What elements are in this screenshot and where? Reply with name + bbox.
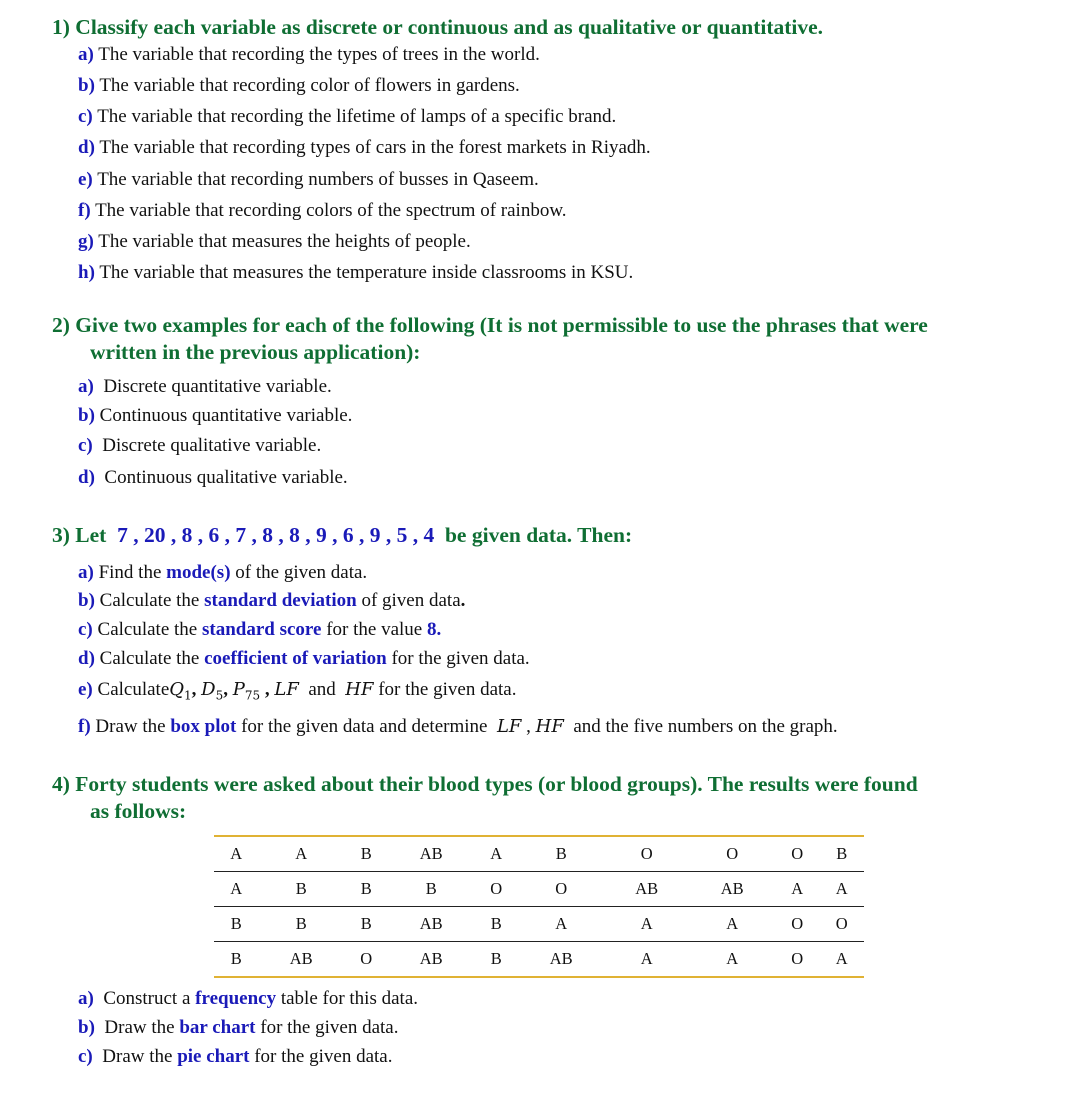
q3-item-f: f) Draw the box plot for the given data and determine LF , HF and the five numbers on the graph. <box>78 716 838 737</box>
table-row: B AB O AB B AB A A O A <box>214 942 864 978</box>
q1-item-b: b) The variable that recording color of flowers in gardens. <box>78 75 520 96</box>
q1-item-d: d) The variable that recording types of cars in the forest markets in Riyadh. <box>78 137 651 158</box>
question-1-title: Classify each variable as discrete or continuous and as qualitative or quantitative. <box>75 15 824 39</box>
question-3-heading: 3) Let 7 , 20 , 8 , 6 , 7 , 8 , 8 , 9 , 6 , 9 , 5 , 4 be given data. Then: <box>52 523 633 547</box>
question-2-title-line2: written in the previous application): <box>90 340 421 364</box>
question-2-title-line1: 2) Give two examples for each of the following (It is not permissible to use the phrases that were <box>52 313 928 337</box>
q2-item-b: b) Continuous quantitative variable. <box>78 405 353 426</box>
table-row: A A B AB A B O O O B <box>214 836 864 872</box>
question-1-number: 1) <box>52 15 70 39</box>
q3-item-a: a) Find the mode(s) of the given data. <box>78 562 368 583</box>
table-row: B B B AB B A A A O O <box>214 907 864 942</box>
q4-item-c: c) Draw the pie chart for the given data. <box>78 1046 393 1067</box>
question-4-title-line1: 4) Forty students were asked about their blood types (or blood groups). The results were found <box>52 772 918 796</box>
question-2-heading <box>52 312 1042 366</box>
q3-item-b: b) Calculate the standard deviation of given data. <box>78 590 466 611</box>
q2-item-d: d) Continuous qualitative variable. <box>78 467 348 488</box>
question-4-title-line2: as follows: <box>90 799 187 823</box>
q1-item-f: f) The variable that recording colors of the spectrum of rainbow. <box>78 200 567 221</box>
d5-symbol: $D_5$ <box>201 679 224 703</box>
question-4-heading <box>52 771 1042 825</box>
q1-symbol: $Q_1$ <box>169 679 192 703</box>
q1-item-a: a) The variable that recording the types of trees in the world. <box>78 44 540 65</box>
table-row: A B B B O O AB AB A A <box>214 872 864 907</box>
q4-item-b: b) Draw the bar chart for the given data. <box>78 1017 399 1038</box>
question-1-heading <box>52 14 1042 41</box>
q4-item-a: a) Construct a frequency table for this data. <box>78 988 419 1009</box>
q2-item-a: a) Discrete quantitative variable. <box>78 376 332 397</box>
q3-item-e: e) CalculateQ$_1$, $D_5$, $P_{75}$ , LF and HF for the given data. <box>78 679 517 703</box>
q1-item-h: h) The variable that measures the temperature inside classrooms in KSU. <box>78 262 634 283</box>
q3-item-d: d) Calculate the coefficient of variation for the given data. <box>78 648 530 669</box>
q1-item-c: c) The variable that recording the lifetime of lamps of a specific brand. <box>78 106 617 127</box>
blood-types-table <box>214 835 864 978</box>
q2-item-c: c) Discrete qualitative variable. <box>78 435 322 456</box>
question-3-data-values: 7 , 20 , 8 , 6 , 7 , 8 , 8 , 9 , 6 , 9 , 5 , 4 <box>117 523 435 547</box>
q1-item-e: e) The variable that recording numbers of busses in Qaseem. <box>78 169 539 190</box>
p75-symbol: $P_{75}$ <box>232 679 261 703</box>
q3-item-c: c) Calculate the standard score for the value 8. <box>78 619 442 640</box>
q1-item-g: g) The variable that measures the heights of people. <box>78 231 471 252</box>
